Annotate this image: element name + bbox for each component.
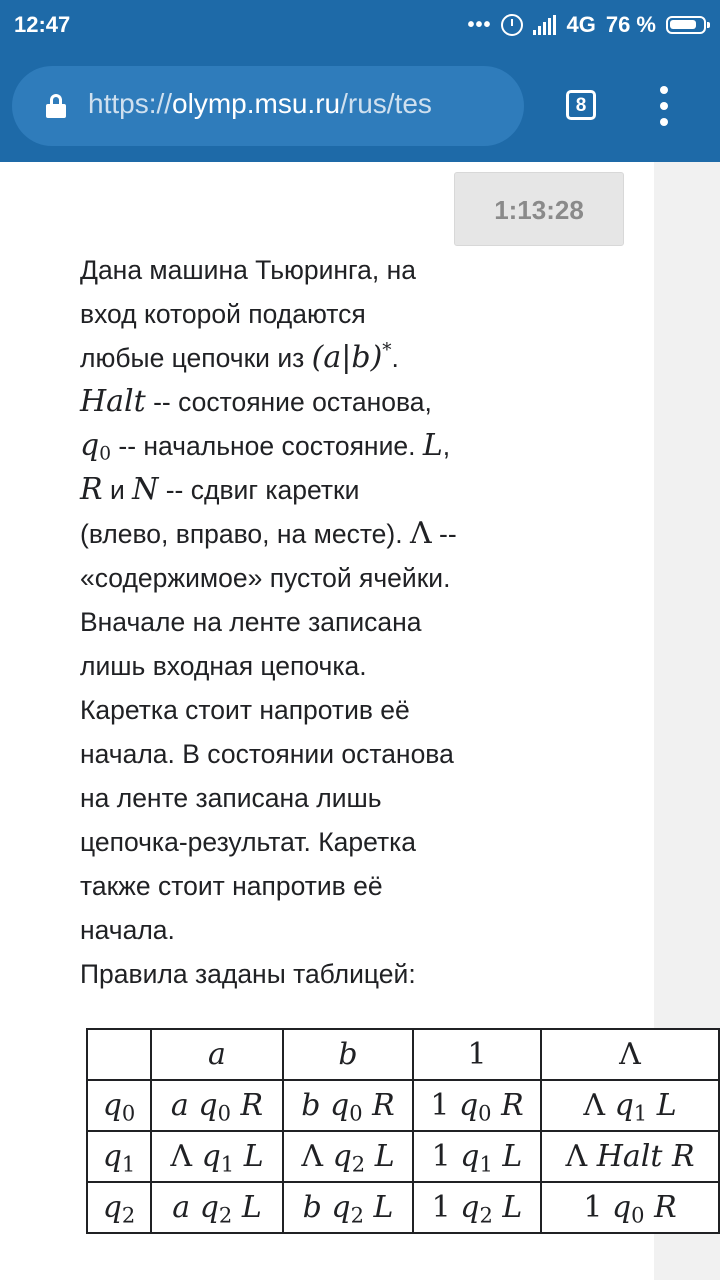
problem-line xyxy=(80,424,640,468)
column-header: 1 xyxy=(413,1029,541,1080)
column-header: Λ xyxy=(541,1029,719,1080)
q-symbol: q xyxy=(80,428,100,463)
r-symbol: R xyxy=(80,472,103,507)
table-cell: b $q_0$ R xyxy=(283,1080,413,1131)
table-cell: Λ Halt R xyxy=(541,1131,719,1182)
problem-text: . xyxy=(391,343,399,373)
url-scheme: https:// xyxy=(88,88,173,119)
table-corner-cell xyxy=(87,1029,151,1080)
table-cell: 1 $q_0$ R xyxy=(541,1182,719,1233)
problem-line: цепочка-результат. Каретка xyxy=(80,827,417,857)
table-cell: a $q_0$ R xyxy=(151,1080,283,1131)
column-header: a xyxy=(151,1029,283,1080)
kleene-star: * xyxy=(382,339,392,361)
problem-line: вход которой подаются xyxy=(80,299,366,329)
problem-text: -- сдвиг каретки xyxy=(158,475,360,505)
table-cell: Λ $q_1$ L xyxy=(541,1080,719,1131)
table-cell: 1 $q_0$ R xyxy=(413,1080,541,1131)
status-icons xyxy=(467,12,706,38)
table-cell: b $q_2$ L xyxy=(283,1182,413,1233)
l-symbol: L xyxy=(422,428,443,463)
problem-statement xyxy=(80,248,640,996)
network-type: 4G xyxy=(566,12,596,37)
notification-dots-icon: ••• xyxy=(467,13,492,36)
problem-line xyxy=(80,512,640,556)
table-cell: a $q_2$ L xyxy=(151,1182,283,1233)
problem-text: -- начальное состояние. xyxy=(111,431,423,461)
url-text[interactable] xyxy=(88,88,432,120)
countdown-timer: 1:13:28 xyxy=(454,172,624,246)
table-cell: Λ $q_1$ L xyxy=(151,1131,283,1182)
problem-line xyxy=(80,468,640,512)
url-host: olymp.msu.ru xyxy=(172,88,341,119)
n-symbol: N xyxy=(132,472,159,507)
problem-line: Дана машина Тьюринга, на xyxy=(80,255,416,285)
problem-line xyxy=(80,336,640,380)
alarm-icon xyxy=(501,14,523,36)
problem-text: любые цепочки из xyxy=(80,343,312,373)
table-row xyxy=(87,1080,719,1131)
url-path: /rus/tes xyxy=(340,88,432,119)
row-state: $q_1$ xyxy=(87,1131,151,1182)
table-cell: Λ $q_2$ L xyxy=(283,1131,413,1182)
alphabet-expression: (a|b) xyxy=(311,340,383,375)
lock-icon xyxy=(46,94,66,118)
problem-line: Вначале на ленте записана xyxy=(80,607,422,637)
column-header: b xyxy=(283,1029,413,1080)
q-subscript: 0 xyxy=(99,443,112,465)
problem-line: также стоит напротив её xyxy=(80,871,383,901)
overflow-menu-icon[interactable] xyxy=(652,86,676,126)
rules-table xyxy=(86,1028,720,1234)
halt-symbol: Halt xyxy=(80,384,146,419)
battery-icon xyxy=(666,16,706,34)
signal-icon xyxy=(533,15,556,35)
table-row xyxy=(87,1182,719,1233)
browser-toolbar xyxy=(0,52,720,162)
problem-line: начала. В состоянии останова xyxy=(80,739,454,769)
address-bar[interactable] xyxy=(12,66,524,146)
table-header-row xyxy=(87,1029,719,1080)
status-time: 12:47 xyxy=(14,12,71,37)
problem-line: начала. xyxy=(80,915,175,945)
table-cell: 1 $q_2$ L xyxy=(413,1182,541,1233)
table-cell: 1 $q_1$ L xyxy=(413,1131,541,1182)
problem-line: на ленте записана лишь xyxy=(80,783,382,813)
problem-line: Каретка стоит напротив её xyxy=(80,695,410,725)
problem-text: (влево, вправо, на месте). xyxy=(80,519,410,549)
problem-line: лишь входная цепочка. xyxy=(80,651,367,681)
problem-text: и xyxy=(102,475,133,505)
lambda-symbol: Λ xyxy=(409,516,432,551)
status-bar xyxy=(0,0,720,52)
table-row xyxy=(87,1131,719,1182)
tab-switcher-button[interactable]: 8 xyxy=(566,90,596,120)
problem-line xyxy=(80,380,640,424)
problem-line: Правила заданы таблицей: xyxy=(80,959,416,989)
problem-text: -- xyxy=(431,519,457,549)
row-state: $q_0$ xyxy=(87,1080,151,1131)
row-state: $q_2$ xyxy=(87,1182,151,1233)
problem-text: , xyxy=(442,431,451,461)
problem-text: -- состояние останова, xyxy=(145,387,432,417)
problem-line: «содержимое» пустой ячейки. xyxy=(80,563,451,593)
battery-percent: 76 % xyxy=(605,12,656,37)
